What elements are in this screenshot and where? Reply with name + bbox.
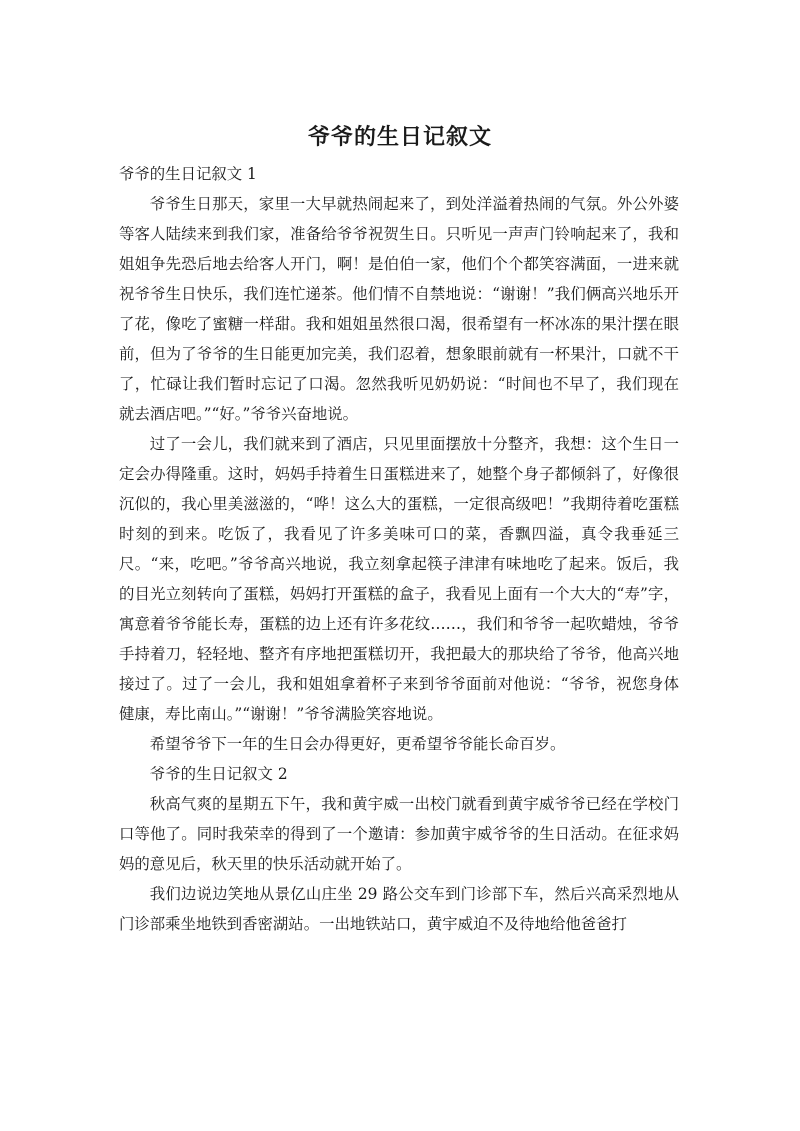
paragraph: 过了一会儿，我们就来到了酒店，只见里面摆放十分整齐，我想：这个生日一定会办得隆重。这时，妈妈手持着生日蛋糕进来了，她整个身子都倾斜了，好像很沉似的，我心里美滋滋的，“哗！这么大的蛋糕，一定很高级吧！”我期待着吃蛋糕时刻的到来。吃饭了，我看见了许多美味可口的菜，香飘四溢，真令我垂延三尺。“来，吃吧。”爷爷高兴地说，我立刻拿起筷子津津有味地吃了起来。饭后，我的目光立刻转向了蛋糕，妈妈打开蛋糕的盒子，我看见上面有一个大大的“寿”字，寓意着爷爷能长寿，蛋糕的边上还有许多花纹……，我们和爷爷一起吹蜡烛，爷爷手持着刀，轻轻地、整齐有序地把蛋糕切开，我把最大的那块给了爷爷，他高兴地接过了。过了一会儿，我和姐姐拿着杯子来到爷爷面前对他说：“爷爷，祝您身体健康，寿比南山。”“谢谢！”爷爷满脸笑容地说。 xyxy=(119,435,679,723)
paragraph: 秋高气爽的星期五下午，我和黄宇威一出校门就看到黄宇威爷爷已经在学校门口等他了。同时我荣幸的得到了一个邀请：参加黄宇威爷爷的生日活动。在征求妈妈的意见后，秋天里的快乐活动就开始了。 xyxy=(119,795,679,873)
section-2-heading: 爷爷的生日记叙文 2 xyxy=(149,765,288,783)
document-title: 爷爷的生日记叙文 xyxy=(307,125,492,150)
paragraph: 希望爷爷下一年的生日会办得更好，更希望爷爷能长命百岁。 xyxy=(149,735,566,753)
paragraph: 我们边说边笑地从景亿山庄坐 29 路公交车到门诊部下车，然后兴高采烈地从门诊部乘坐地铁到香密湖站。一出地铁站口，黄宇威迫不及待地给他爸爸打 xyxy=(119,885,679,933)
document-body xyxy=(119,159,679,939)
paragraph: 爷爷生日那天，家里一大早就热闹起来了，到处洋溢着热闹的气氛。外公外婆等客人陆续来到我们家，准备给爷爷祝贺生日。只听见一声声门铃响起来了，我和姐姐争先恐后地去给客人开门，啊！是伯伯一家，他们个个都笑容满面，一进来就祝爷爷生日快乐，我们连忙递茶。他们情不自禁地说：“谢谢！”我们俩高兴地乐开了花，像吃了蜜糖一样甜。我和姐姐虽然很口渴，很希望有一杯冰冻的果汁摆在眼前，但为了爷爷的生日能更加完美，我们忍着，想象眼前就有一杯果汁，口就不干了，忙碌让我们暂时忘记了口渴。忽然我听见奶奶说：“时间也不早了，我们现在就去酒店吧。”“好。”爷爷兴奋地说。 xyxy=(119,195,679,423)
section-1-heading: 爷爷的生日记叙文 1 xyxy=(119,165,257,183)
